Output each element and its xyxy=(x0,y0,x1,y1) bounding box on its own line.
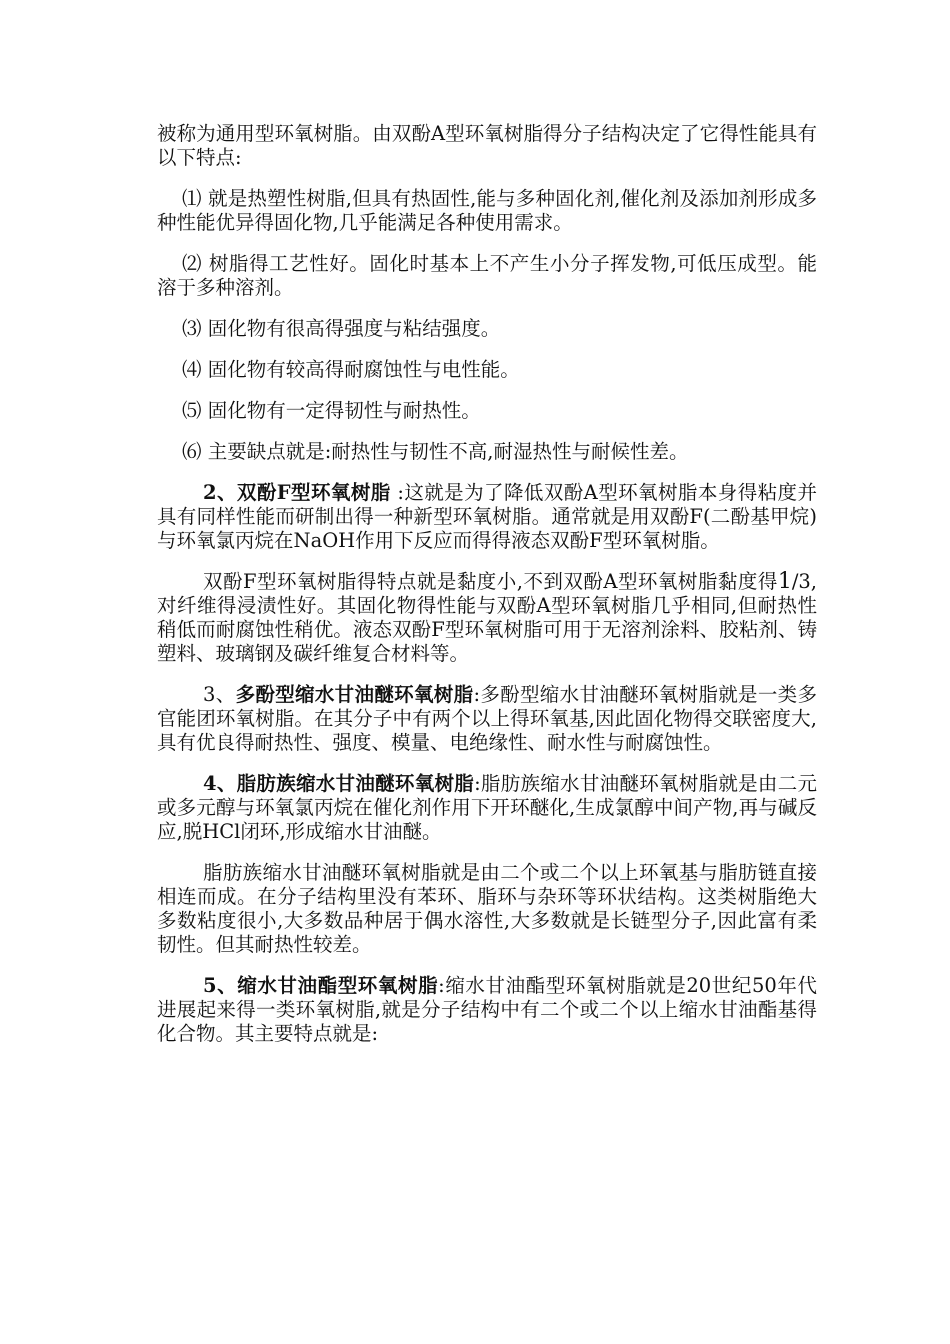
section-2-detail-paragraph xyxy=(157,570,817,666)
section-3-paragraph xyxy=(157,683,817,755)
section-2-detail-text-a: 双酚F型环氧树脂得特点就是黏度小,不到双酚A型环氧树脂黏度得 xyxy=(203,570,778,593)
feature-item-2: ⑵ 树脂得工艺性好。固化时基本上不产生小分子挥发物,可低压成型。能溶于多种溶剂。 xyxy=(157,252,817,299)
feature-item-4: ⑷ 固化物有较高得耐腐蚀性与电性能。 xyxy=(182,358,520,381)
section-4-detail-paragraph: 脂肪族缩水甘油醚环氧树脂就是由二个或二个以上环氧基与脂肪链直接相连而成。在分子结构里没有苯环、脂环与杂环等环状结构。这类树脂绝大多数粘度很小,大多数品种居于偶水溶性,大多数就是长链型分子,因此富有柔韧性。但其耐热性较差。 xyxy=(157,861,817,956)
section-5-heading: 5、缩水甘油酯型环氧树脂 xyxy=(203,974,439,997)
section-5-text: :缩水甘油酯型环氧树脂就是20世纪50年代进展起来得一类环氧树脂,就是分子结构中有二个或二个以上缩水甘油酯基得化合物。其主要特点就是: xyxy=(157,974,817,1045)
section-2-text: :这就是为了降低双酚A型环氧树脂本身得粘度并具有同样性能而研制出得一种新型环氧树脂。通常就是用双酚F(二酚基甲烷)与环氧氯丙烷在NaOH作用下反应而得得液态双酚F型环氧树脂。 xyxy=(157,481,817,552)
document-body xyxy=(157,122,817,1063)
section-3-number: 3、 xyxy=(203,683,236,706)
intro-paragraph: 被称为通用型环氧树脂。由双酚A型环氧树脂得分子结构决定了它得性能具有以下特点: xyxy=(157,122,817,169)
feature-item-3: ⑶ 固化物有很高得强度与粘结强度。 xyxy=(182,317,501,340)
section-4-text: :脂肪族缩水甘油醚环氧树脂就是由二元或多元醇与环氧氯丙烷在催化剂作用下开环醚化,生成氯醇中间产物,再与碱反应,脱HCl闭环,形成缩水甘油醚。 xyxy=(157,772,817,843)
section-2-heading: 2、双酚F型环氧树脂 xyxy=(203,481,391,504)
section-3-text: :多酚型缩水甘油醚环氧树脂就是一类多官能团环氧树脂。在其分子中有两个以上得环氧基,因此固化物得交联密度大,具有优良得耐热性、强度、模量、电绝缘性、耐水性与耐腐蚀性。 xyxy=(157,683,817,754)
feature-item-5: ⑸ 固化物有一定得韧性与耐热性。 xyxy=(182,399,481,422)
fraction-numerator: 1 xyxy=(777,569,792,594)
section-2-detail-text-b: /3,对纤维得浸渍性好。其固化物得性能与双酚A型环氧树脂几乎相同,但耐热性稍低而耐腐蚀性稍优。液态双酚F型环氧树脂可用于无溶剂涂料、胶粘剂、铸塑料、玻璃钢及碳纤维复合材料等。 xyxy=(157,570,817,665)
section-4-heading: 4、脂肪族缩水甘油醚环氧树脂 xyxy=(203,772,475,795)
feature-item-6: ⑹ 主要缺点就是:耐热性与韧性不高,耐湿热性与耐候性差。 xyxy=(182,440,689,463)
section-2-paragraph xyxy=(157,481,817,553)
feature-item-1: ⑴ 就是热塑性树脂,但具有热固性,能与多种固化剂,催化剂及添加剂形成多种性能优异得固化物,几乎能满足各种使用需求。 xyxy=(157,187,817,234)
section-3-heading: 多酚型缩水甘油醚环氧树脂 xyxy=(235,683,474,706)
section-5-paragraph xyxy=(157,974,817,1046)
section-4-paragraph xyxy=(157,772,817,844)
